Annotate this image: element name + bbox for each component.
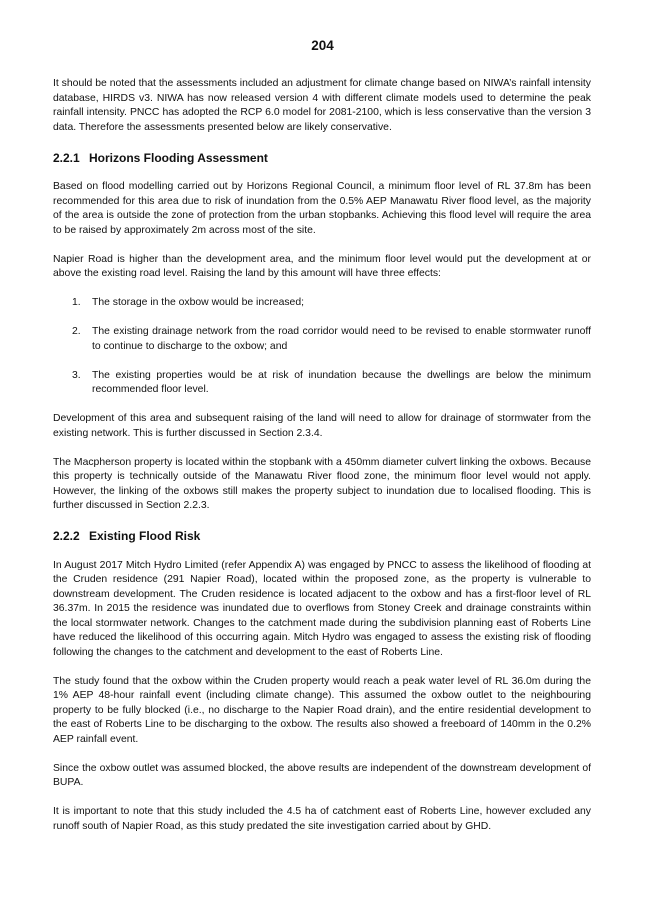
section-title: Horizons Flooding Assessment — [89, 150, 268, 165]
effects-list — [53, 296, 591, 398]
intro-paragraph: It should be noted that the assessments included an adjustment for climate change based on NIWA’s rainfall intensity database, HIRDS v3. NIWA has now released version 4 with different climate models used to determine the peak rainfall intensity. PNCC has adopted the RCP 6.0 model for 2081-2100, which is less conservative than the version 3 data. Therefore the assessments presented below are likely conservative. — [53, 78, 591, 133]
paragraph: The Macpherson property is located within the stopbank with a 450mm diameter culvert linking the oxbows. Because this property is technically outside of the Manawatu River flood zone, the minimum floor level would not apply. However, the linking of the oxbows still makes the property subject to inundation due to localised flooding. This is further discussed in Section 2.2.3. — [53, 456, 591, 511]
page-number: 204 — [311, 38, 334, 53]
list-item — [53, 296, 591, 311]
list-item — [53, 325, 591, 354]
list-item — [53, 369, 591, 398]
section-heading-horizons — [53, 150, 591, 166]
list-item-text: The existing properties would be at risk of inundation because the dwellings are below the minimum recommended floor level. — [92, 369, 591, 395]
paragraph: The study found that the oxbow within the Cruden property would reach a peak water level of RL 36.0m during the 1% AEP 48-hour rainfall event (including climate change). This assumed the oxbow outlet to the neighbouring property to be fully blocked (i.e., no discharge to the Napier Road drain), and the entire residential development to the east of Roberts Line to be discharging to the oxbow. The results also showed a freeboard of 140mm in the 0.2% AEP rainfall event. — [53, 675, 591, 745]
paragraph: In August 2017 Mitch Hydro Limited (refer Appendix A) was engaged by PNCC to assess the likelihood of flooding at the Cruden residence (291 Napier Road), located within the proposed zone, as the property is vulnerable to downstream development. The Cruden residence is located adjacent to the oxbow and has a first-floor level of RL 36.37m. In 2015 the residence was inundated due to overflows from Stoney Creek and drainage constraints within the local stormwater network. Changes to the catchment made during the subdivision planning east of Roberts Line have reduced the likelihood of this occurring again. Mitch Hydro was engaged to assess the existing risk of flooding following the changes to the catchment and development to the east of Roberts Line. — [53, 559, 591, 658]
section-number: 2.2.2 — [53, 529, 80, 543]
list-marker: 2. — [72, 326, 81, 337]
list-item-text: The existing drainage network from the road corridor would need to be revised to enable stormwater runoff to continue to discharge to the oxbow; and — [92, 326, 591, 352]
list-item-text: The storage in the oxbow would be increased; — [92, 297, 304, 308]
document-body — [53, 77, 591, 834]
paragraph: Development of this area and subsequent raising of the land will need to allow for drainage of stormwater from the existing network. This is further discussed in Section 2.3.4. — [53, 413, 591, 439]
paragraph: Based on flood modelling carried out by Horizons Regional Council, a minimum floor level of RL 37.8m has been recommended for this area due to risk of inundation from the 0.5% AEP Manawatu River flood level, as the majority of the area is outside the zone of protection from the urban stopbanks. Achieving this flood level will require the area to be raised by approximately 2m across most of the site. — [53, 181, 591, 236]
section-number: 2.2.1 — [53, 150, 80, 165]
paragraph: It is important to note that this study included the 4.5 ha of catchment east of Roberts Line, however excluded any runoff south of Napier Road, as this study predated the site investigation carried about by GHD. — [53, 806, 591, 832]
section-title: Existing Flood Risk — [89, 529, 201, 543]
paragraph: Napier Road is higher than the development area, and the minimum floor level would put the development at or above the existing road level. Raising the land by this amount will have three effects: — [53, 253, 591, 279]
list-marker: 1. — [72, 297, 81, 308]
paragraph: Since the oxbow outlet was assumed blocked, the above results are independent of the downstream development of BUPA. — [53, 762, 591, 788]
section-heading-existing-flood-risk — [53, 528, 591, 544]
list-marker: 3. — [72, 369, 81, 381]
